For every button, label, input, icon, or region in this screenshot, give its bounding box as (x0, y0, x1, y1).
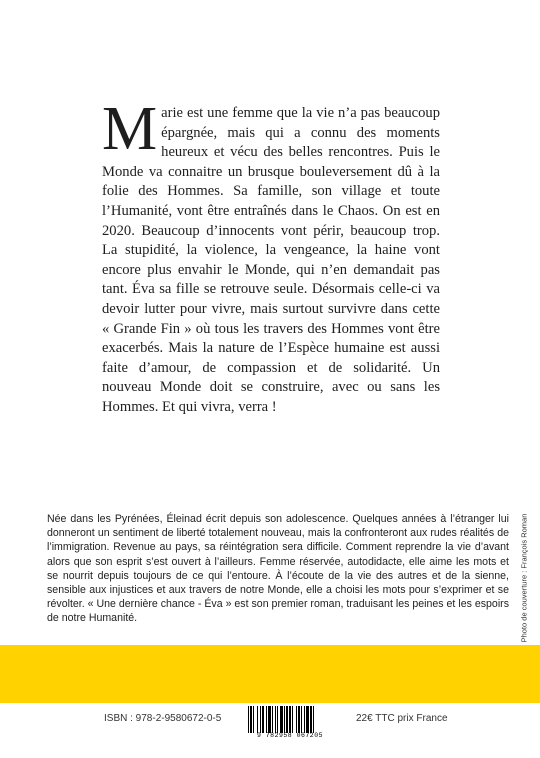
barcode-bar (268, 706, 271, 733)
barcode-bar (310, 706, 312, 733)
isbn-text: ISBN : 978-2-9580672-0-5 (104, 713, 222, 724)
barcode-bar (262, 706, 264, 733)
barcode-bar (296, 706, 297, 733)
barcode-bar (272, 706, 273, 733)
author-bio: Née dans les Pyrénées, Éleinad écrit depuis son adolescence. Quelques années à l’étranger lui donneront un sentiment de liberté totalement nouveau, mais la confronteront aux rudes réalités de l’immigration. Revenue au pays, sa réintégration sera difficile. Comment reprendre la vie d’avant alors que son esprit s’est ouvert à l’ailleurs. Femme réservée, autodidacte, elle aime les mots et se nourrit depuis toujours de ce qui l’entoure. À l’écoute de la vie des autres et de la sienne, sensible aux injustices et aux travers de notre Monde, elle a choisi les mots pour s’exprimer et se révolter. « Une dernière chance - Éva » est son premier roman, traduisant les peines et les espoirs de notre Humanité. (47, 513, 509, 625)
barcode-bar (284, 706, 285, 733)
barcode-bar (277, 706, 278, 733)
drop-cap: M (102, 95, 158, 163)
barcode-bar (248, 706, 249, 733)
barcode (240, 706, 340, 742)
price-text: 22€ TTC prix France (356, 713, 448, 724)
barcode-bar (260, 706, 261, 733)
barcode-bar (304, 706, 305, 733)
barcode-bar (292, 706, 293, 733)
barcode-bar (286, 706, 288, 733)
synopsis-text: arie est une femme que la vie n’a pas beaucoup épargnée, mais qui a connu des moments heureux et vécu des belles rencontres. Puis le Monde va connaitre un brusque bouleversement dû à la folie des Hommes. Sa famille, son village et toute l’Humanité, vont être entraînés dans le Chaos. On est en 2020. Beaucoup d’innocents vont périr, beaucoup trop. La stupidité, la violence, la vengeance, la haine vont encore plus envahir le Monde, qui n’en demandait pas tant. Éva sa fille se retrouve seule. Désormais celle-ci va devoir lutter pour vivre, mais surtout survivre dans cette « Grande Fin » où tous les travers des Hommes vont être exacerbés. Mais la nature de l’Espèce humaine est aussi faite d’amour, de compassion et de solidarité. Un nouveau Monde doit se construire, avec ou sans les Hommes. Et qui vivra, verra ! (102, 105, 440, 415)
barcode-bar (275, 706, 276, 733)
barcode-bar (257, 706, 258, 733)
barcode-bar (301, 706, 302, 733)
barcode-bar (298, 706, 300, 733)
barcode-bar (280, 706, 283, 733)
yellow-band (0, 645, 540, 703)
barcode-bars (248, 706, 332, 733)
barcode-bar (266, 706, 267, 733)
photo-credit: Photo de couverture : François Roman (519, 513, 529, 643)
barcode-bar (289, 706, 291, 733)
synopsis (102, 95, 440, 418)
barcode-bar (313, 706, 314, 733)
barcode-bar (250, 706, 252, 733)
barcode-digits: 9 782958 067205 (256, 732, 323, 739)
barcode-bar (306, 706, 309, 733)
barcode-bar (253, 706, 254, 733)
